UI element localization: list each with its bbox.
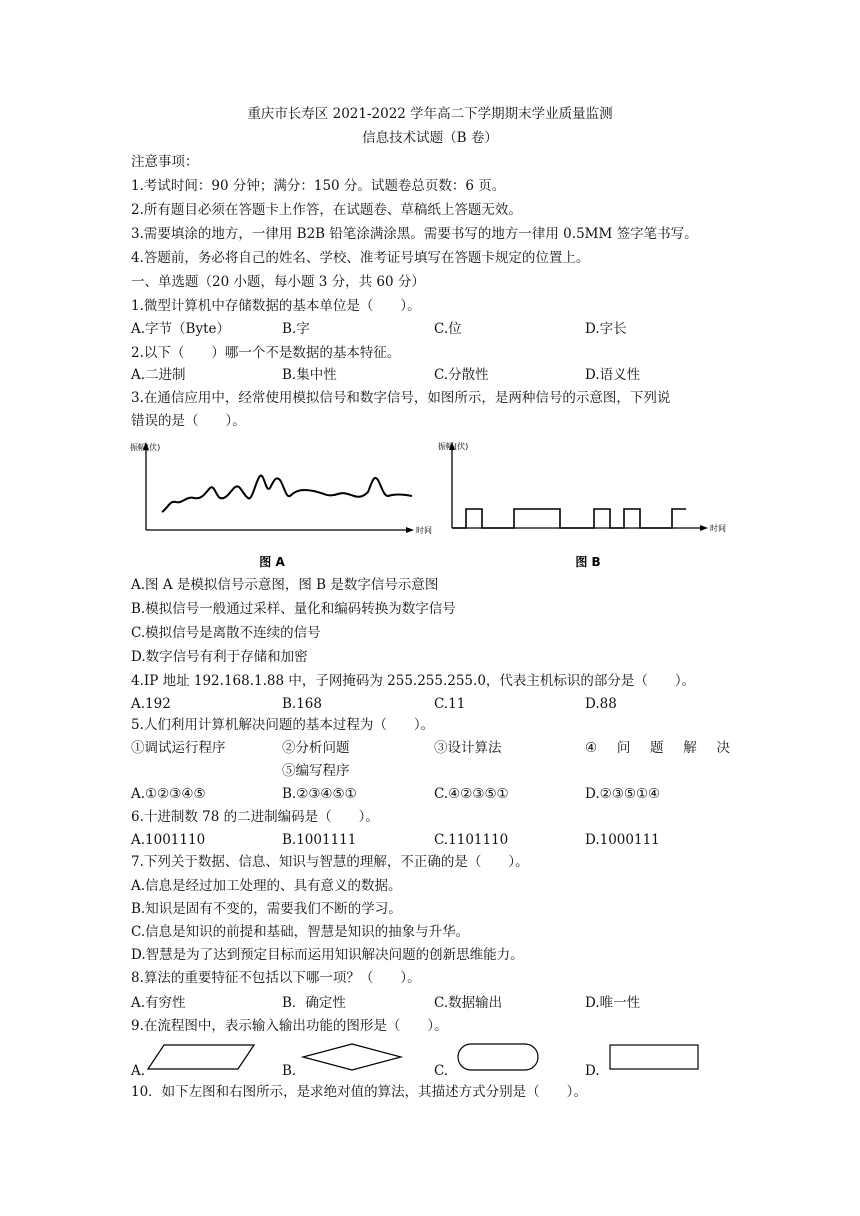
- option-a: A.: [131, 1063, 146, 1079]
- exam-subtitle: 信息技术试题（B 卷）: [362, 130, 498, 146]
- step-item-4: ④ 问 题 解 决: [585, 740, 730, 756]
- option-c: C.位: [434, 321, 462, 337]
- option-c: C.模拟信号是离散不连续的信号: [131, 625, 321, 641]
- option-d: D.数字信号有利于存储和加密: [131, 649, 308, 665]
- option-b: B.②③④⑤①: [282, 786, 357, 802]
- figure-b-caption: 图 B: [575, 555, 601, 569]
- option-c: C.11: [434, 696, 466, 712]
- question-stem: 6.十进制数 78 的二进制编码是（ ）。: [131, 809, 379, 825]
- option-c: C.分散性: [434, 367, 489, 383]
- figure-b-digital-signal: [430, 436, 730, 571]
- option-b: B.集中性: [282, 367, 337, 383]
- option-d: D.②③⑤①④: [585, 786, 661, 802]
- figure-a-ylabel: 振幅(伏): [130, 443, 161, 452]
- option-b: B.1001111: [282, 832, 357, 848]
- parallelogram-shape: [146, 1042, 258, 1072]
- option-d: D.88: [585, 696, 617, 712]
- option-a: A.二进制: [131, 367, 186, 383]
- notice-item: 4.答题前，务必将自己的姓名、学校、准考证号填写在答题卡规定的位置上。: [131, 250, 590, 266]
- option-b: B.字: [282, 321, 310, 337]
- step-item: ②分析问题: [282, 740, 350, 756]
- option-b: B.知识是固有不变的，需要我们不断的学习。: [131, 901, 402, 917]
- notice-item: 1.考试时间：90 分钟；满分：150 分。试题卷总页数：6 页。: [131, 178, 506, 194]
- step-item: ③设计算法: [434, 740, 502, 756]
- option-c: C.④②③⑤①: [434, 786, 509, 802]
- option-a: A.1001110: [131, 832, 206, 848]
- notice-item: 3.需要填涂的地方，一律用 B2B 铅笔涂满涂黑。需要书写的地方一律用 0.5MM 签字笔书写。: [131, 226, 698, 242]
- option-d: D.智慧是为了达到预定目标而运用知识解决问题的创新思维能力。: [131, 947, 524, 963]
- option-b: B.模拟信号一般通过采样、量化和编码转换为数字信号: [131, 601, 456, 617]
- figure-b-ylabel: 振幅(伏): [438, 442, 469, 451]
- question-stem-cont: 错误的是（ ）。: [131, 413, 246, 429]
- question-stem: 10．如下左图和右图所示，是求绝对值的算法，其描述方式分别是（ ）。: [131, 1084, 587, 1100]
- option-a: A.192: [131, 696, 171, 712]
- option-c: C.信息是知识的前提和基础，智慧是知识的抽象与升华。: [131, 924, 470, 940]
- exam-title: 重庆市长寿区 2021-2022 学年高二下学期期末学业质量监测: [247, 106, 613, 122]
- option-d: D.语义性: [585, 367, 641, 383]
- question-stem: 1.微型计算机中存储数据的基本单位是（ ）。: [131, 298, 421, 314]
- question-stem: 2.以下（ ）哪一个不是数据的基本特征。: [131, 345, 401, 361]
- rounded-rectangle-shape: [456, 1042, 540, 1072]
- option-c: C.数据输出: [434, 995, 503, 1011]
- step-item: ⑤编写程序: [282, 763, 350, 779]
- option-c: C.: [434, 1063, 449, 1079]
- option-d: D.唯一性: [585, 995, 641, 1011]
- question-stem: 5.人们利用计算机解决问题的基本过程为（ ）。: [131, 717, 435, 733]
- option-b: B．确定性: [282, 995, 346, 1011]
- figure-a-xlabel: 时间: [416, 526, 432, 535]
- notice-item: 2.所有题目必须在答题卡上作答，在试题卷、草稿纸上答题无效。: [131, 202, 522, 218]
- option-a: A.有穷性: [131, 995, 186, 1011]
- figure-a-caption: 图 A: [259, 555, 285, 569]
- option-b: B.: [282, 1063, 297, 1079]
- option-d: D.1000111: [585, 832, 660, 848]
- notice-heading: 注意事项：: [131, 154, 199, 170]
- question-stem: 7.下列关于数据、信息、知识与智慧的理解，不正确的是（ ）。: [131, 854, 529, 870]
- option-d: D.字长: [585, 321, 627, 337]
- rectangle-shape: [608, 1042, 700, 1072]
- question-stem: 9.在流程图中，表示输入输出功能的图形是（ ）。: [131, 1018, 448, 1034]
- question-stem: 4.IP 地址 192.168.1.88 中，子网掩码为 255.255.255.0，代表主机标识的部分是（ ）。: [131, 673, 696, 689]
- step-item: ①调试运行程序: [131, 740, 226, 756]
- question-stem: 8.算法的重要特征不包括以下哪一项？（ ）。: [131, 970, 421, 986]
- option-a: A.信息是经过加工处理的、具有意义的数据。: [131, 878, 402, 894]
- option-a: A.①②③④⑤: [131, 786, 206, 802]
- option-c: C.1101110: [434, 832, 509, 848]
- figure-b-xlabel: 时间: [710, 524, 726, 533]
- option-a: A.字节（Byte）: [131, 321, 231, 337]
- figure-a-analog-signal: [122, 436, 432, 571]
- option-b: B.168: [282, 696, 322, 712]
- section-heading: 一、单选题（20 小题，每小题 3 分，共 60 分）: [131, 274, 425, 290]
- option-d: D.: [585, 1063, 600, 1079]
- diamond-shape: [300, 1042, 404, 1072]
- question-stem: 3.在通信应用中，经常使用模拟信号和数字信号，如图所示，是两种信号的示意图，下列说: [131, 390, 671, 406]
- option-a: A.图 A 是模拟信号示意图，图 B 是数字信号示意图: [131, 577, 439, 593]
